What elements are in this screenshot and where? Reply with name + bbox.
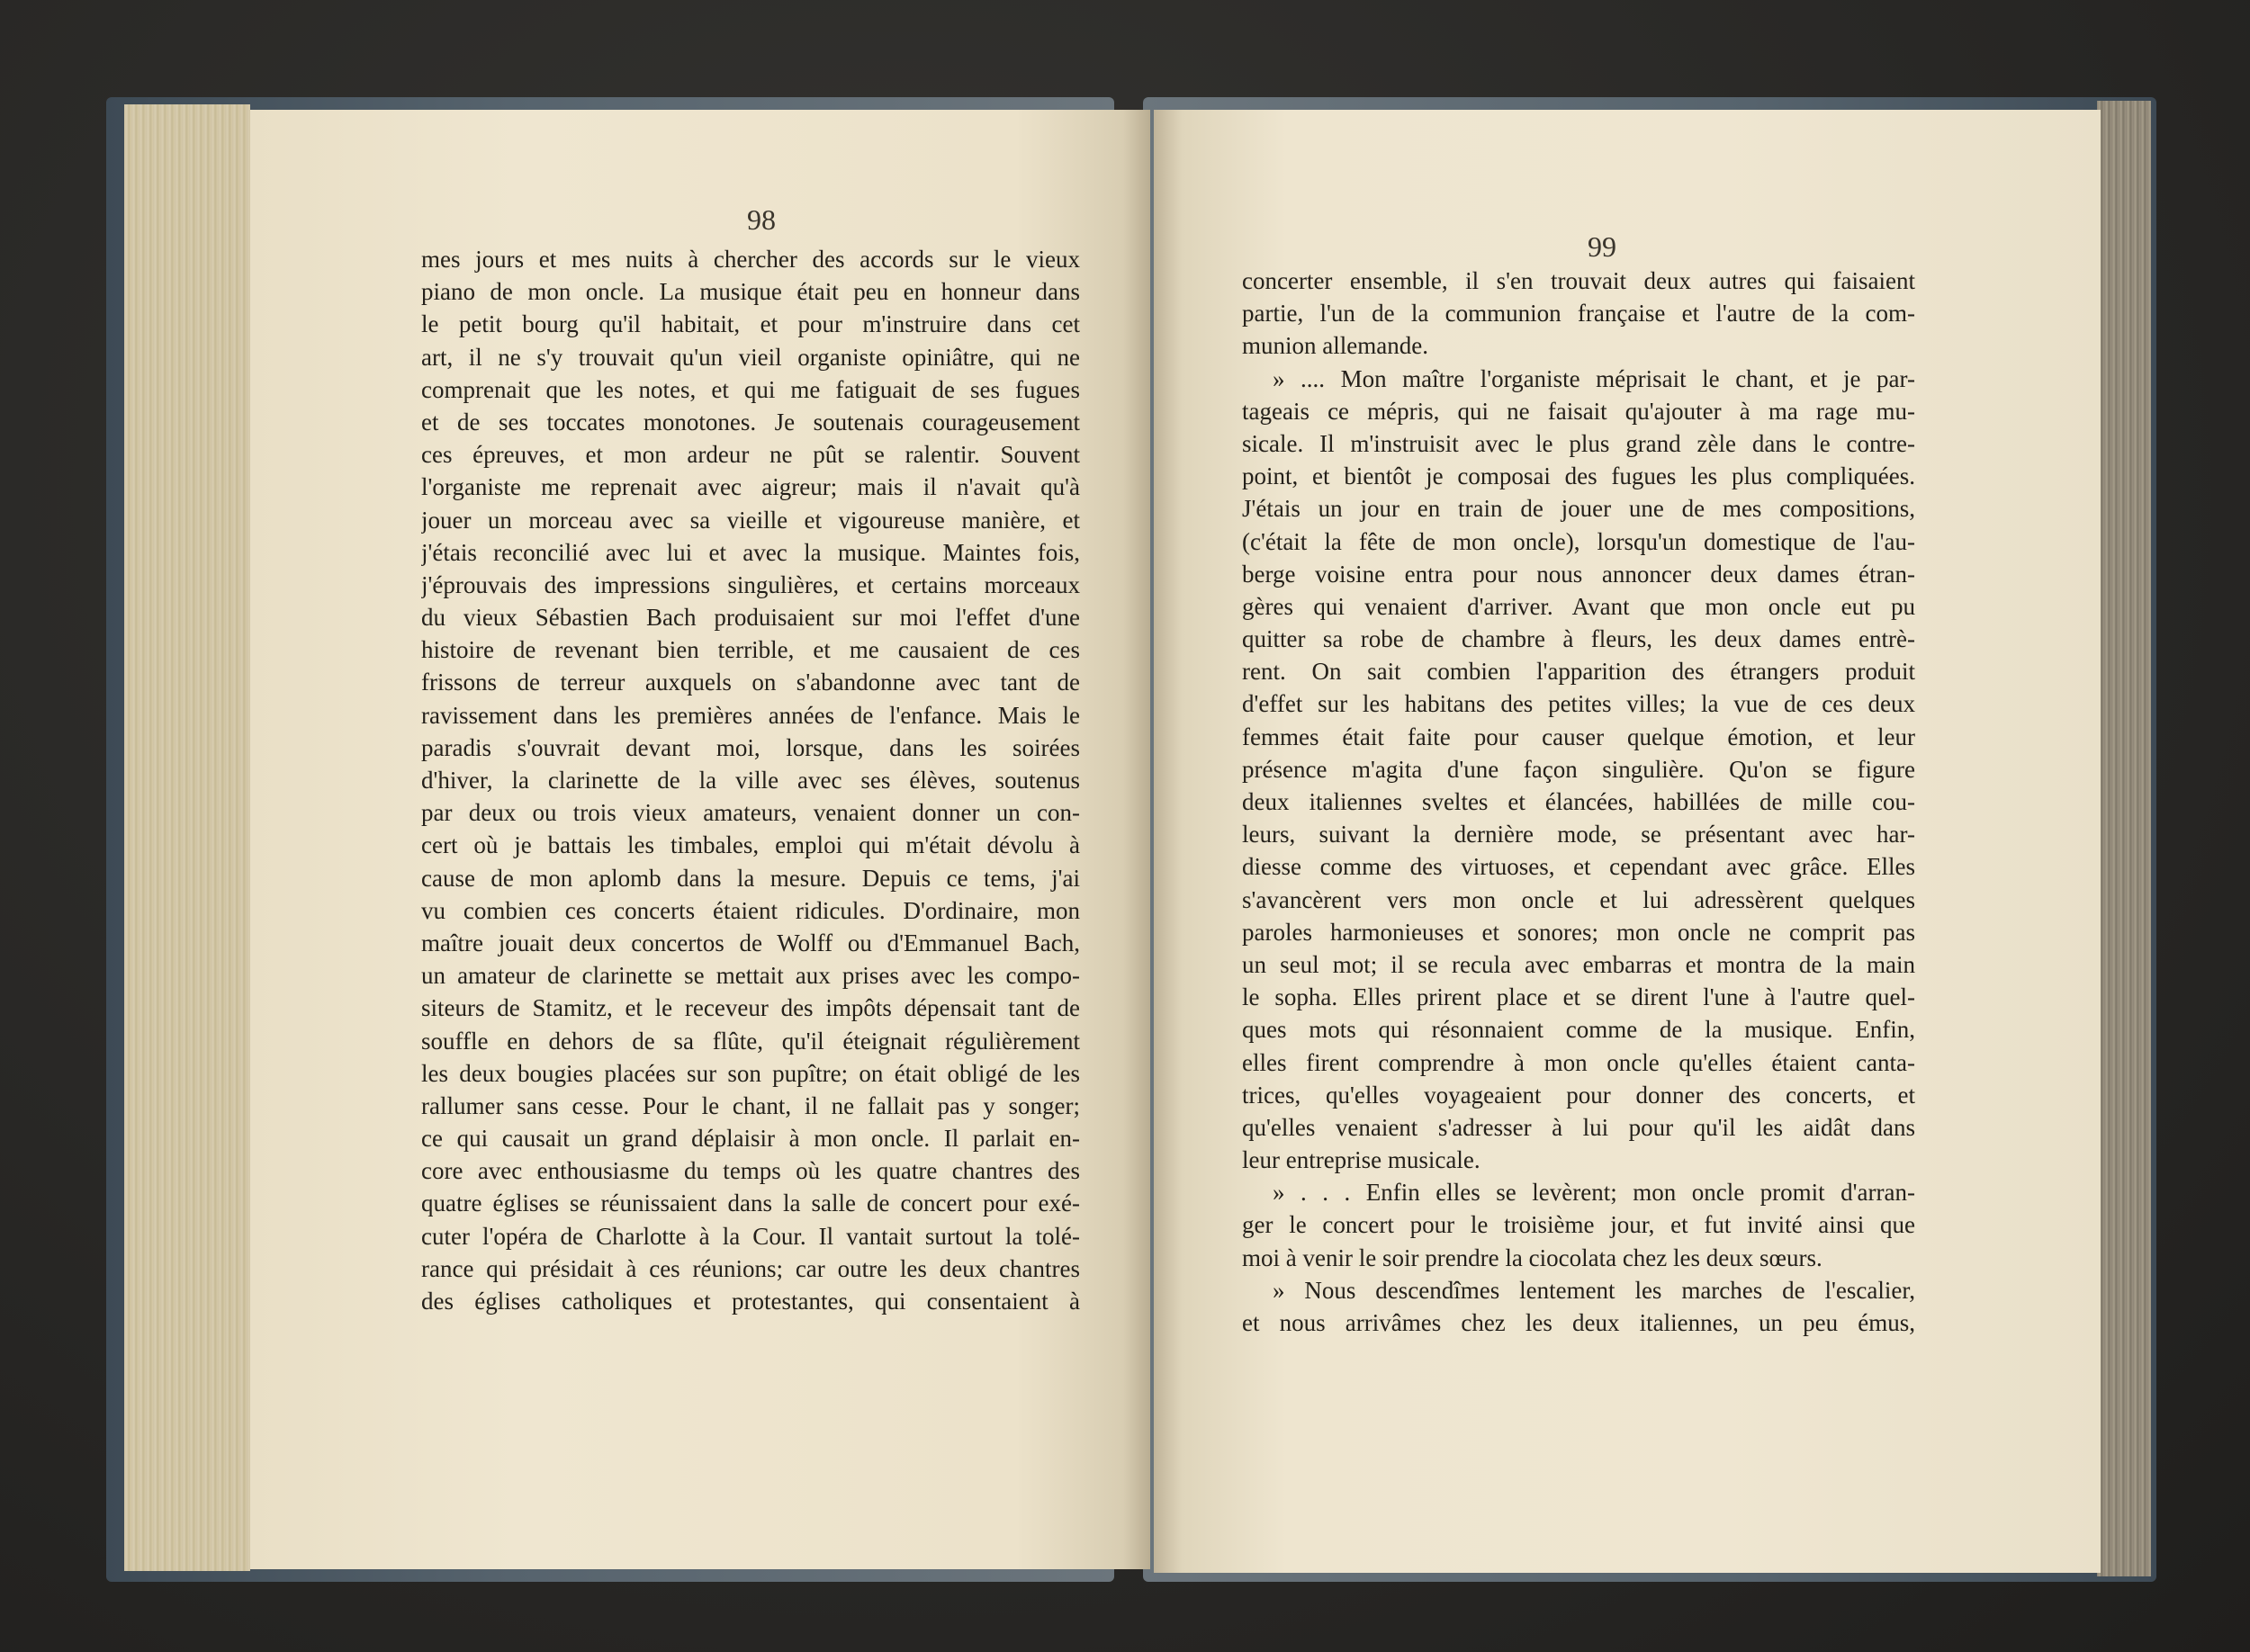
left-page bbox=[250, 110, 1150, 1569]
page-block-edge-left bbox=[124, 104, 250, 1571]
text-line: tageais ce mépris, qui ne faisait qu'ajouter à ma rage mu- bbox=[1242, 397, 1915, 425]
text-line: qu'elles venaient s'adresser à lui pour qu'il les aidât dans bbox=[1242, 1113, 1915, 1141]
text-line: gères qui venaient d'arriver. Avant que mon oncle eut pu bbox=[1242, 592, 1915, 620]
text-line: core avec enthousiasme du temps où les quatre chantres des bbox=[421, 1157, 1080, 1185]
text-line: jouer un morceau avec sa vieille et vigoureuse manière, et bbox=[421, 506, 1080, 534]
text-line: rent. On sait combien l'apparition des étrangers produit bbox=[1242, 658, 1915, 686]
text-line: concerter ensemble, il s'en trouvait deux autres qui faisaient bbox=[1242, 267, 1915, 294]
text-line: » Nous descendîmes lentement les marches de l'escalier, bbox=[1273, 1276, 1915, 1304]
text-line: des églises catholiques et protestantes, qui consentaient à bbox=[421, 1288, 1080, 1315]
page-number-left: 98 bbox=[747, 203, 776, 236]
text-line: d'effet sur les habitans des petites villes; la vue de ces deux bbox=[1242, 690, 1915, 718]
text-line: le sopha. Elles prirent place et se dirent l'une à l'autre quel- bbox=[1242, 983, 1915, 1011]
page-block-edge-right bbox=[2097, 101, 2151, 1576]
text-line: par deux ou trois vieux amateurs, venaient donner un con- bbox=[421, 799, 1080, 827]
text-line: berge voisine entra pour nous annoncer deux dames étran- bbox=[1242, 560, 1915, 588]
text-line: point, et bientôt je composai des fugues les plus compliquées. bbox=[1242, 462, 1915, 490]
text-line: ravissement dans les premières années de l'enfance. Mais le bbox=[421, 701, 1080, 729]
text-line: un amateur de clarinette se mettait aux prises avec les compo- bbox=[421, 962, 1080, 990]
text-line: et nous arrivâmes chez les deux italiennes, un peu émus, bbox=[1242, 1309, 1915, 1336]
right-page bbox=[1154, 110, 2101, 1573]
text-line: d'hiver, la clarinette de la ville avec ses élèves, soutenus bbox=[421, 767, 1080, 794]
text-line: souffle en dehors de sa flûte, qu'il éteignait régulièrement bbox=[421, 1027, 1080, 1055]
text-line: quatre églises se réunissaient dans la salle de concert pour exé- bbox=[421, 1190, 1080, 1217]
text-line: rallumer sans cesse. Pour le chant, il ne fallait pas y songer; bbox=[421, 1091, 1080, 1119]
text-line: le petit bourg qu'il habitait, et pour m'instruire dans cet bbox=[421, 310, 1080, 338]
text-line: elles firent comprendre à mon oncle qu'elles étaient canta- bbox=[1242, 1048, 1915, 1076]
text-line: piano de mon oncle. La musique était peu en honneur dans bbox=[421, 278, 1080, 306]
text-line: » . . . Enfin elles se levèrent; mon oncle promit d'arran- bbox=[1273, 1179, 1915, 1207]
text-line: j'étais reconcilié avec lui et avec la musique. Maintes fois, bbox=[421, 538, 1080, 566]
text-line: frissons de terreur auxquels on s'abandonne avec tant de bbox=[421, 669, 1080, 696]
text-line: femmes était faite pour causer quelque émotion, et leur bbox=[1242, 723, 1915, 750]
text-line: paradis s'ouvrait devant moi, lorsque, dans les soirées bbox=[421, 733, 1080, 761]
text-line: cuter l'opéra de Charlotte à la Cour. Il vantait surtout la tolé- bbox=[421, 1222, 1080, 1250]
text-line: » .... Mon maître l'organiste méprisait le chant, et je par- bbox=[1273, 364, 1915, 392]
text-line: ces épreuves, et mon ardeur ne pût se ralentir. Souvent bbox=[421, 441, 1080, 469]
text-line: partie, l'un de la communion française et l'autre de la com- bbox=[1242, 300, 1915, 328]
text-line: diesse comme des virtuoses, et cependant avec grâce. Elles bbox=[1242, 853, 1915, 881]
text-line: ques mots qui résonnaient comme de la musique. Enfin, bbox=[1242, 1016, 1915, 1044]
text-line: deux italiennes sveltes et élancées, habillées de mille cou- bbox=[1242, 788, 1915, 815]
text-line: histoire de revenant bien terrible, et me causaient de ces bbox=[421, 636, 1080, 664]
text-line: les deux bougies placées sur son pupître; on était obligé de les bbox=[421, 1059, 1080, 1087]
text-line: j'éprouvais des impressions singulières, et certains morceaux bbox=[421, 570, 1080, 598]
text-line: cert où je battais les timbales, emploi qui m'était dévolu à bbox=[421, 831, 1080, 859]
text-line: (c'était la fête de mon oncle), lorsqu'un domestique de l'au- bbox=[1242, 527, 1915, 555]
text-line: ger le concert pour le troisième jour, et fut invité ainsi que bbox=[1242, 1211, 1915, 1239]
text-line: ce qui causait un grand déplaisir à mon oncle. Il parlait en- bbox=[421, 1125, 1080, 1153]
text-line: l'organiste me reprenait avec aigreur; mais il n'avait qu'à bbox=[421, 473, 1080, 501]
text-line: rance qui présidait à ces réunions; car outre les deux chantres bbox=[421, 1254, 1080, 1282]
left-page-text bbox=[421, 243, 1080, 1317]
page-number-right: 99 bbox=[1588, 230, 1616, 263]
text-line: leur entreprise musicale. bbox=[1242, 1146, 1480, 1174]
text-line: leurs, suivant la dernière mode, se présentant avec har- bbox=[1242, 821, 1915, 848]
text-line: vu combien ces concerts étaient ridicules. D'ordinaire, mon bbox=[421, 896, 1080, 924]
text-line: sicale. Il m'instruisit avec le plus grand zèle dans le contre- bbox=[1242, 429, 1915, 457]
text-line: cause de mon aplomb dans la mesure. Depuis ce tems, j'ai bbox=[421, 864, 1080, 892]
text-line: munion allemande. bbox=[1242, 332, 1428, 360]
text-line: un seul mot; il se recula avec embarras et montra de la main bbox=[1242, 950, 1915, 978]
text-line: J'étais un jour en train de jouer une de mes compositions, bbox=[1242, 495, 1915, 523]
text-line: siteurs de Stamitz, et le receveur des impôts dépensait tant de bbox=[421, 994, 1080, 1022]
right-page-text bbox=[1242, 265, 1915, 1339]
text-line: trices, qu'elles voyageaient pour donner des concerts, et bbox=[1242, 1081, 1915, 1109]
text-line: présence m'agita d'une façon singulière. Qu'on se figure bbox=[1242, 755, 1915, 783]
text-line: quitter sa robe de chambre à fleurs, les deux dames entrè- bbox=[1242, 625, 1915, 653]
text-line: et de ses toccates monotones. Je soutenais courageusement bbox=[421, 408, 1080, 435]
text-line: maître jouait deux concertos de Wolff ou d'Emmanuel Bach, bbox=[421, 929, 1080, 956]
text-line: comprenait que les notes, et qui me fatiguait de ses fugues bbox=[421, 375, 1080, 403]
text-line: art, il ne s'y trouvait qu'un vieil organiste opiniâtre, qui ne bbox=[421, 343, 1080, 371]
text-line: s'avancèrent vers mon oncle et lui adressèrent quelques bbox=[1242, 885, 1915, 913]
text-line: mes jours et mes nuits à chercher des accords sur le vieux bbox=[421, 246, 1080, 273]
text-line: moi à venir le soir prendre la ciocolata chez les deux sœurs. bbox=[1242, 1243, 1822, 1271]
text-line: du vieux Sébastien Bach produisaient sur moi l'effet d'une bbox=[421, 604, 1080, 632]
text-line: paroles harmonieuses et sonores; mon oncle ne comprit pas bbox=[1242, 918, 1915, 946]
